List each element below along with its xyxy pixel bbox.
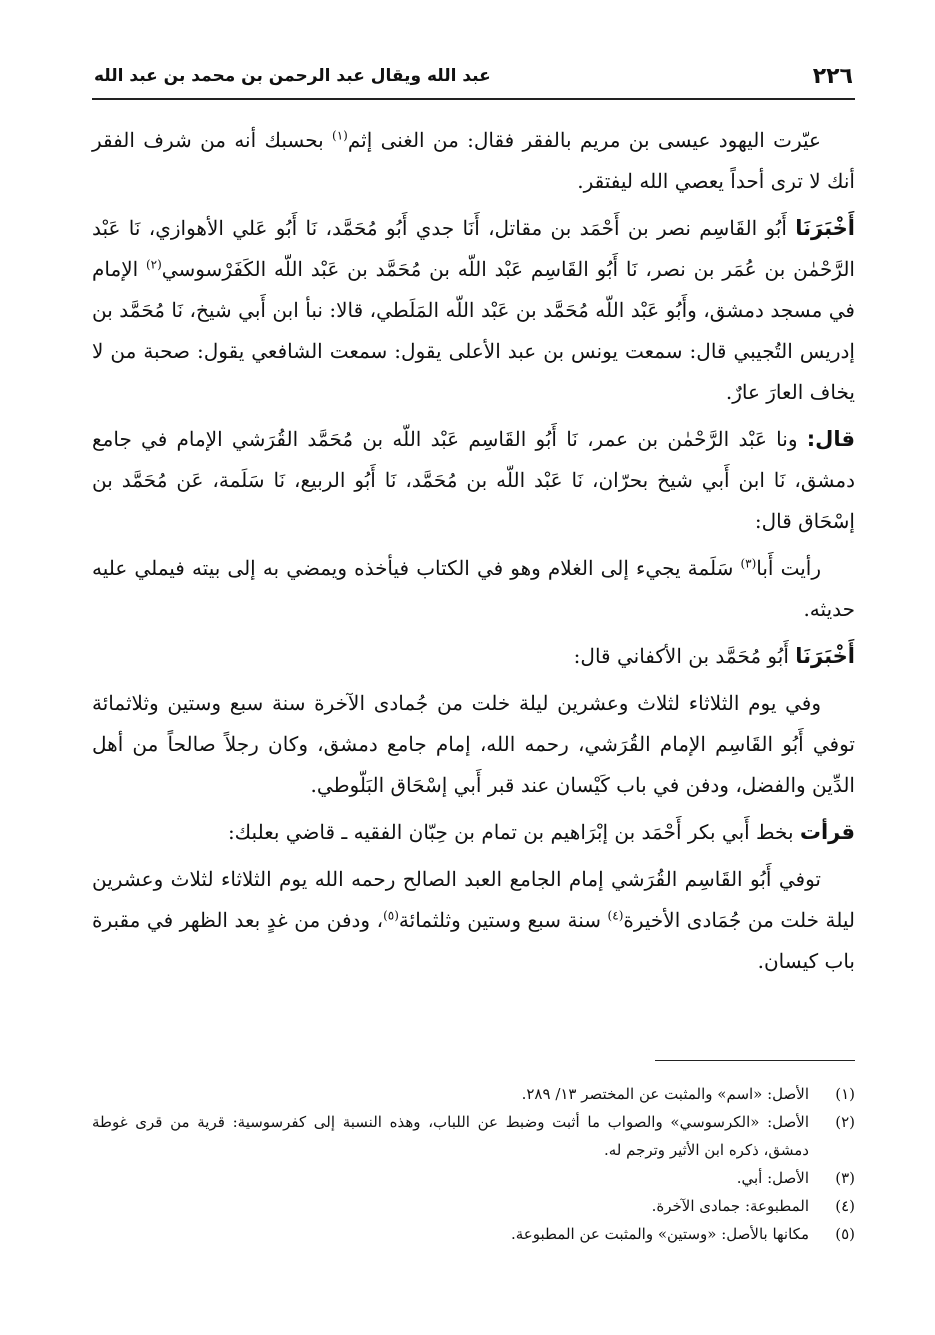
text-segment: الإمام في مسجد دمشق، وأَبُو عَبْد اللّه مُحَمَّد بن عَبْد اللّه المَلَطي، قالا: نبأ ابن أَبي شيخ، نَا مُحَمَّد بن إدريس التُجيبي قال: سمعت يونس بن عبد الأعلى يقول: سمعت الشافعي يقول: صحبة من لا يخاف العارَ عارٌ. <box>92 257 855 404</box>
page-number: ٢٢٦ <box>812 64 853 89</box>
paragraph <box>92 120 855 202</box>
footnote-ref: (١) <box>332 128 348 143</box>
footnote <box>92 1220 855 1248</box>
footnote-number: (٣) <box>835 1169 855 1187</box>
lead-word: قرأت <box>799 820 855 844</box>
footnote-text: الأصل: «اسم» والمثبت عن المختصر ١٣/ ٢٨٩. <box>521 1085 809 1103</box>
footnote-ref: (٣) <box>740 556 757 571</box>
text-segment: وفي يوم الثلاثاء لثلاث وعشرين ليلة خلت من جُمادى الآخرة سنة سبع وستين وثلاثمائة توفي أَبُو القَاسِم الإمام القُرَشي، رحمه الله، إمام جامع دمشق، وكان رجلاً صالحاً من أهل الدِّين والفضل، ودفن في باب كَيْسان عند قبر أَبي إسْحَاق البَلّوطي. <box>92 691 855 797</box>
text-segment: أَبُو القَاسِم نصر بن أَحْمَد بن مقاتل، أَنَا جدي أَبُو مُحَمَّد، نَا أَبُو عَلي الأهوازي، نَا عَبْد الرَّحْمٰن بن عُمَر بن نصر، نَا أَبُو القَاسِم عَبْد اللّه بن مُحَمَّد بن عَبْد اللّه الكَفَرْسوسي <box>92 216 855 281</box>
lead-word: قال: <box>806 427 855 451</box>
paragraph <box>92 683 855 806</box>
paragraph <box>92 208 855 413</box>
footnote-number: (٤) <box>835 1197 855 1215</box>
page-header <box>92 58 855 100</box>
footnote <box>92 1164 855 1192</box>
footnote-text: مكانها بالأصل: «وستين» والمثبت عن المطبوعة. <box>510 1225 809 1243</box>
footnote <box>92 1080 855 1108</box>
paragraph <box>92 419 855 542</box>
text-segment: عيّرت اليهود عيسى بن مريم بالفقر فقال: من الغنى إثم <box>347 128 821 152</box>
footnote <box>92 1192 855 1220</box>
footnote-text: الأصل: أبي. <box>736 1169 809 1187</box>
lead-word: أَخْبَرَنَا <box>795 644 855 668</box>
lead-word: أَخْبَرَنَا <box>795 216 855 240</box>
footnote-text: المطبوعة: جمادى الآخرة. <box>651 1197 809 1215</box>
footnotes <box>92 1080 855 1248</box>
text-segment: ونا عَبْد الرَّحْمٰن بن عمر، نَا أَبُو القَاسِم عَبْد اللّه بن مُحَمَّد القُرَشي الإمام في جامع دمشق، نَا ابن أَبي شيخ بحرّان، نَا عَبْد اللّه بن مُحَمَّد، نَا أَبُو الربيع، نَا سَلَمة، عَن مُحَمَّد بن إسْحَاق قال: <box>92 427 855 533</box>
footnote-number: (٥) <box>835 1225 855 1243</box>
footnote-ref: (٥) <box>383 908 399 923</box>
paragraph <box>92 636 855 677</box>
paragraph <box>92 859 855 982</box>
footnote-ref: (٤) <box>607 908 624 923</box>
text-segment: بخط أَبي بكر أَحْمَد بن إبْرَاهيم بن تمام بن حِبّان الفقيه ـ قاضي بعلبك: <box>227 820 800 844</box>
running-title: عبد الله ويقال عبد الرحمن بن محمد بن عبد الله <box>94 66 491 86</box>
text-segment: بحسبك أنه من شرف الفقر أنك لا ترى أحداً يعصي الله ليفتقر. <box>92 128 855 193</box>
footnote-text: الأصل: «الكرسوسي» والصواب ما أثبت وضبط عن اللباب، وهذه النسبة إلى كفرسوسية: قرية من قرى غوطة دمشق، ذكره ابن الأثير وترجم له. <box>92 1113 809 1159</box>
text-segment: توفي أَبُو القَاسِم القُرَشي إمام الجامع العبد الصالح رحمه الله يوم الثلاثاء لثلاث وعشرين ليلة خلت من جُمَادى الأخيرة <box>92 867 856 932</box>
footnote-ref: (٢) <box>145 257 162 272</box>
text-segment: أَبُو مُحَمَّد بن الأكفاني قال: <box>573 644 796 668</box>
main-text <box>92 120 855 988</box>
paragraph <box>92 548 855 630</box>
text-segment: ، ودفن من غدٍ بعد الظهر في مقبرة باب كيسان. <box>92 908 855 973</box>
footnote-divider <box>655 1060 855 1061</box>
text-segment: رأيت أَبا <box>756 556 821 580</box>
text-segment: سَلَمة يجيء إلى الغلام وهو في الكتاب فيأخذه ويمضي به إلى بيته فيملي عليه حديثه. <box>92 556 855 621</box>
footnote-number: (١) <box>835 1085 855 1103</box>
footnote-number: (٢) <box>835 1113 855 1131</box>
footnote <box>92 1108 855 1164</box>
paragraph <box>92 812 855 853</box>
text-segment: سنة سبع وستين وثلثمائة <box>398 908 608 932</box>
